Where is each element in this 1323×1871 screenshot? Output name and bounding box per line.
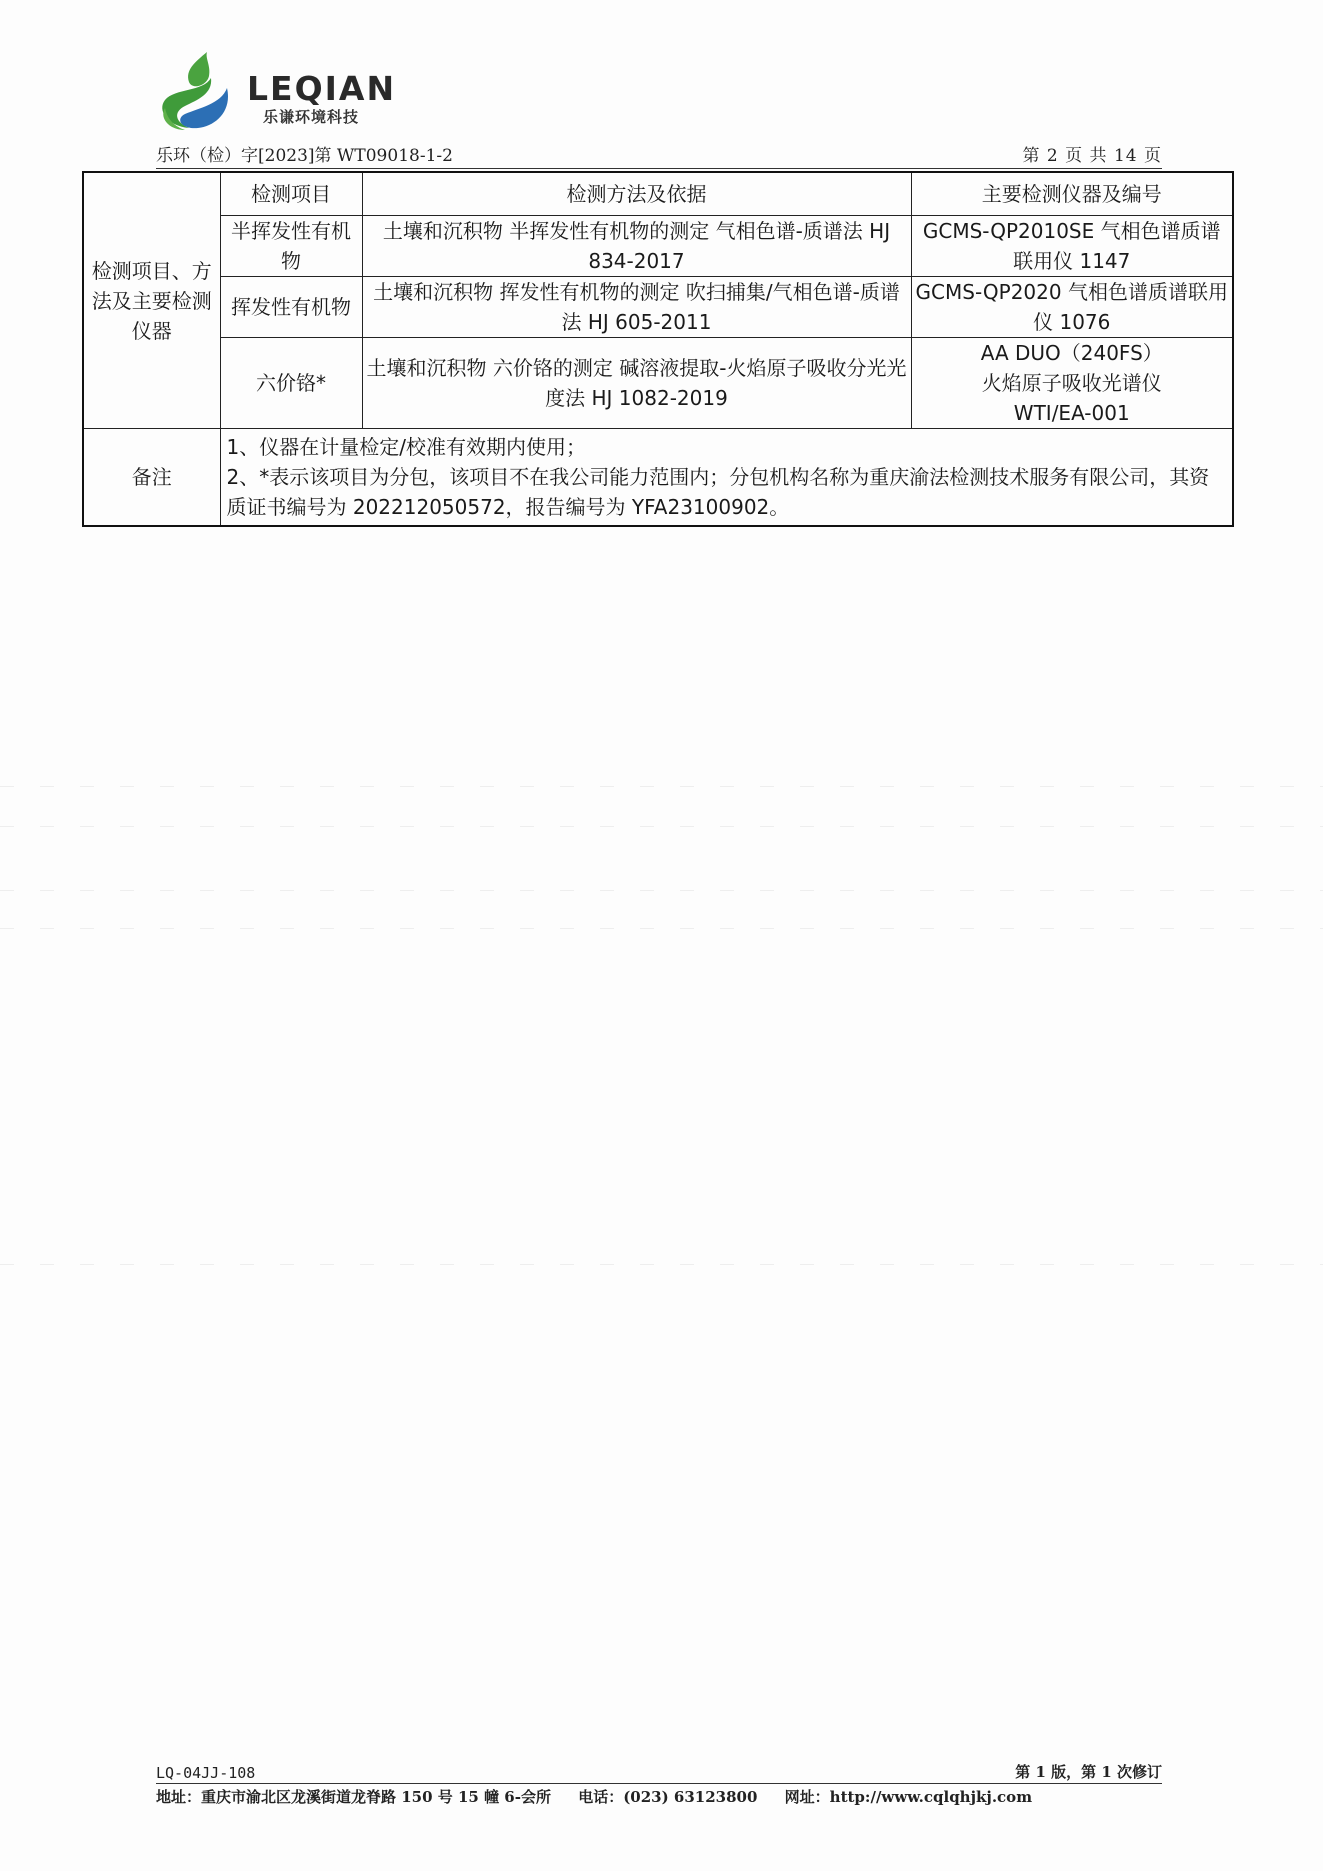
instrument-cell: GCMS-QP2010SE 气相色谱质谱联用仪 1147 — [911, 216, 1233, 277]
brand-name-cn: 乐谦环境科技 — [263, 108, 360, 126]
column-header: 检测项目 — [220, 172, 362, 216]
column-header: 主要检测仪器及编号 — [911, 172, 1233, 216]
form-code: LQ-04JJ-108 — [156, 1764, 256, 1782]
note-item: 1、仪器在计量检定/校准有效期内使用； — [226, 435, 586, 459]
footer-rule — [156, 1759, 1162, 1784]
table-row — [83, 277, 1233, 338]
scan-artifact — [0, 890, 1323, 891]
leqian-logo-mark-icon — [155, 48, 245, 132]
scan-artifact — [0, 826, 1323, 827]
document-header — [156, 142, 1162, 169]
address: 地址：重庆市渝北区龙溪街道龙脊路 150 号 15 幢 6-会所 — [156, 1788, 551, 1806]
section-label: 检测项目、方法及主要检测仪器 — [91, 258, 212, 343]
version-info: 第 1 版，第 1 次修订 — [1015, 1763, 1162, 1781]
test-item-cell: 挥发性有机物 — [220, 277, 362, 338]
section-label-cell — [83, 172, 220, 429]
document-number: 乐环（检）字[2023]第 WT09018-1-2 — [156, 146, 453, 166]
method-cell: 土壤和沉积物 六价铬的测定 碱溶液提取-火焰原子吸收分光光度法 HJ 1082-2019 — [362, 338, 911, 429]
footer-contact — [156, 1786, 1162, 1807]
instrument-model: AA DUO（240FS） — [980, 341, 1163, 365]
notes-cell — [220, 429, 1233, 527]
table-header-row — [83, 172, 1233, 216]
instrument-type: 火焰原子吸收光谱仪 — [981, 371, 1162, 395]
page-indicator: 第 2 页 共 14 页 — [1022, 146, 1162, 166]
notes-row — [83, 429, 1233, 527]
instrument-id: WTI/EA-001 — [1013, 401, 1130, 425]
note-item: 2、*表示该项目为分包，该项目不在我公司能力范围内；分包机构名称为重庆渝法检测技术服务有限公司，其资质证书编号为 202212050572，报告编号为 YFA23100902。 — [226, 465, 1210, 519]
method-cell: 土壤和沉积物 半挥发性有机物的测定 气相色谱-质谱法 HJ 834-2017 — [362, 216, 911, 277]
brand-name-en: LEQIAN — [247, 69, 397, 108]
website: 网址：http://www.cqlqhjkj.com — [784, 1788, 1033, 1806]
test-item-cell: 半挥发性有机物 — [220, 216, 362, 277]
instrument-cell — [911, 338, 1233, 429]
column-header: 检测方法及依据 — [362, 172, 911, 216]
instrument-cell: GCMS-QP2020 气相色谱质谱联用仪 1076 — [911, 277, 1233, 338]
method-cell: 土壤和沉积物 挥发性有机物的测定 吹扫捕集/气相色谱-质谱法 HJ 605-2011 — [362, 277, 911, 338]
scan-artifact — [0, 1264, 1323, 1265]
table-row — [83, 216, 1233, 277]
test-items-table — [82, 171, 1234, 527]
test-item-cell: 六价铬* — [220, 338, 362, 429]
phone: 电话：(023) 63123800 — [578, 1788, 758, 1806]
scan-artifact — [0, 786, 1323, 787]
scan-artifact — [0, 928, 1323, 929]
notes-label: 备注 — [83, 429, 220, 527]
company-logo — [155, 48, 415, 132]
table-row — [83, 338, 1233, 429]
